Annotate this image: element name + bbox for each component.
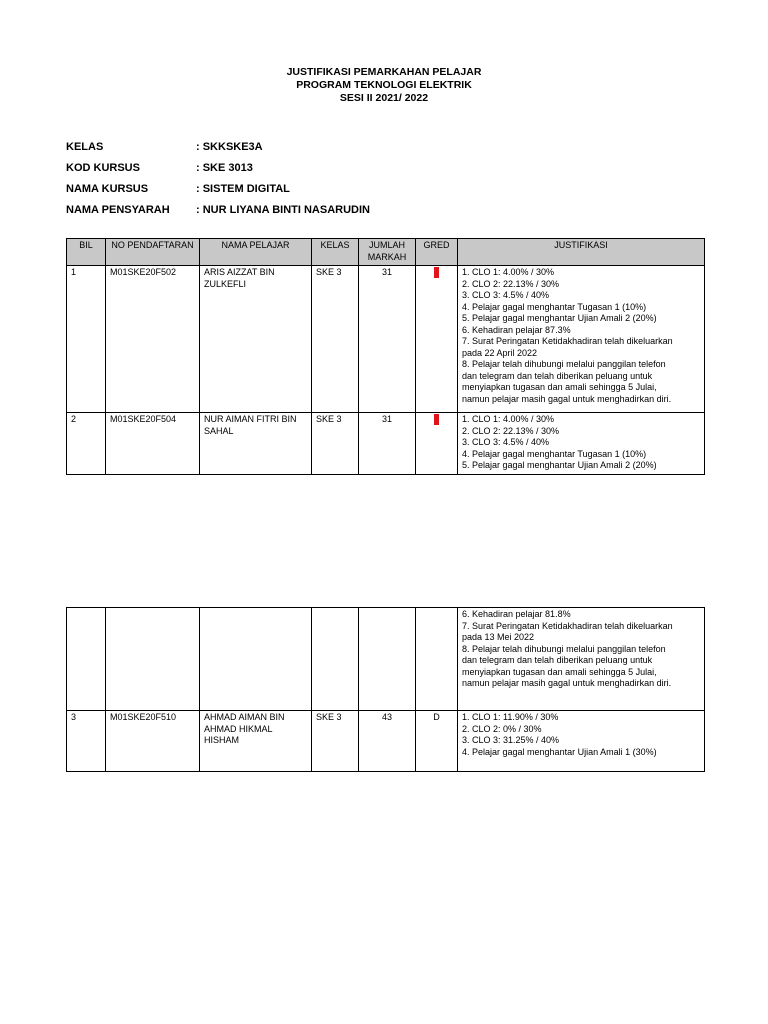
cell-no-pendaftaran: M01SKE20F504 [106, 413, 200, 475]
cell-gred: D [416, 711, 458, 772]
justifikasi-line: 5. Pelajar gagal menghantar Ujian Amali 2 (20%) [462, 460, 657, 470]
cell-jumlah-markah: 31 [359, 266, 416, 413]
justifikasi-line: 6. Kehadiran pelajar 81.8% [462, 609, 571, 619]
cell-bil [67, 608, 106, 711]
justifikasi-line: 4. Pelajar gagal menghantar Ujian Amali 1 (30%) [462, 746, 657, 757]
cell-justifikasi [458, 413, 705, 475]
justifikasi-line: 7. Surat Peringatan Ketidakhadiran telah dikeluarkan [462, 336, 673, 346]
grade-mark [434, 414, 439, 425]
justifikasi-line: menyiapkan tugasan dan amali sehingga 5 Julai, [462, 666, 657, 677]
info-value: : SKKSKE3A [196, 141, 263, 153]
marks-table [66, 238, 705, 475]
cell-justifikasi [458, 266, 705, 413]
document-title [0, 66, 768, 105]
justifikasi-line: pada 22 April 2022 [462, 347, 538, 358]
cell-gred [416, 608, 458, 711]
justifikasi-line: 8. Pelajar telah dihubungi melalui panggilan telefon [462, 359, 666, 369]
justifikasi-line: dan telegram dan telah diberikan peluang untuk [462, 655, 653, 665]
info-label: NAMA PENSYARAH [66, 204, 170, 216]
justifikasi-line: dan telegram dan telah diberikan peluang untuk [462, 370, 653, 381]
justifikasi-line: menyiapkan tugasan dan amali sehingga 5 Julai, [462, 382, 657, 392]
justifikasi-line: 4. Pelajar gagal menghantar Tugasan 1 (10%) [462, 448, 647, 459]
justifikasi-line: 5. Pelajar gagal menghantar Ujian Amali 2 (20%) [462, 313, 657, 323]
justifikasi-line: pada 13 Mei 2022 [462, 632, 535, 642]
info-label: KOD KURSUS [66, 162, 140, 174]
info-label: NAMA KURSUS [66, 183, 149, 195]
table-row [67, 608, 705, 711]
cell-bil: 2 [67, 413, 106, 475]
col-header-nama-pelajar: NAMA PELAJAR [200, 239, 312, 266]
info-value: : NUR LIYANA BINTI NASARUDIN [196, 204, 370, 216]
justifikasi-line: 2. CLO 2: 22.13% / 30% [462, 425, 560, 436]
justifikasi-line: 3. CLO 3: 31.25% / 40% [462, 735, 560, 745]
cell-nama-pelajar: AHMAD AIMAN BIN AHMAD HIKMAL HISHAM [200, 711, 312, 772]
justifikasi-line: 1. CLO 1: 4.00% / 30% [462, 267, 555, 277]
cell-nama-pelajar [200, 608, 312, 711]
justifikasi-line: 6. Kehadiran pelajar 87.3% [462, 324, 571, 335]
cell-jumlah-markah: 31 [359, 413, 416, 475]
col-header-gred: GRED [416, 239, 458, 266]
cell-jumlah-markah [359, 608, 416, 711]
cell-bil: 3 [67, 711, 106, 772]
marks-table-continued [66, 607, 705, 772]
title-line-3: SESI II 2021/ 2022 [339, 92, 429, 104]
justifikasi-line: namun pelajar masih gagal untuk menghadirkan diri. [462, 678, 672, 688]
table-row [67, 711, 705, 772]
title-line-1: JUSTIFIKASI PEMARKAHAN PELAJAR [286, 66, 482, 78]
cell-gred [416, 266, 458, 413]
title-line-2: PROGRAM TEKNOLOGI ELEKTRIK [296, 79, 472, 91]
info-value: : SKE 3013 [196, 162, 253, 174]
justifikasi-line: 8. Pelajar telah dihubungi melalui panggilan telefon [462, 643, 666, 654]
justifikasi-line: 4. Pelajar gagal menghantar Tugasan 1 (10%) [462, 301, 647, 312]
cell-justifikasi [458, 711, 705, 772]
col-header-no-pendaftaran: NO PENDAFTARAN [106, 239, 200, 266]
course-info [66, 140, 370, 224]
col-header-kelas: KELAS [312, 239, 359, 266]
info-row-nama-kursus [66, 182, 370, 203]
info-row-kod-kursus [66, 161, 370, 182]
justifikasi-line: 3. CLO 3: 4.5% / 40% [462, 290, 550, 300]
info-label: KELAS [66, 141, 104, 153]
justifikasi-line: 7. Surat Peringatan Ketidakhadiran telah dikeluarkan [462, 620, 673, 631]
justifikasi-line: 1. CLO 1: 4.00% / 30% [462, 414, 555, 424]
cell-no-pendaftaran: M01SKE20F510 [106, 711, 200, 772]
cell-bil: 1 [67, 266, 106, 413]
col-header-bil: BIL [67, 239, 106, 266]
cell-kelas: SKE 3 [312, 413, 359, 475]
justifikasi-line: namun pelajar masih gagal untuk menghadirkan diri. [462, 393, 672, 404]
table-row [67, 413, 705, 475]
cell-jumlah-markah: 43 [359, 711, 416, 772]
info-row-kelas [66, 140, 370, 161]
info-row-nama-pensyarah [66, 203, 370, 224]
col-header-justifikasi: JUSTIFIKASI [458, 239, 705, 266]
cell-kelas [312, 608, 359, 711]
justifikasi-line: 3. CLO 3: 4.5% / 40% [462, 437, 550, 447]
grade-mark [434, 267, 439, 278]
cell-justifikasi [458, 608, 705, 711]
cell-nama-pelajar: NUR AIMAN FITRI BIN SAHAL [200, 413, 312, 475]
cell-no-pendaftaran: M01SKE20F502 [106, 266, 200, 413]
cell-no-pendaftaran [106, 608, 200, 711]
justifikasi-line: 2. CLO 2: 22.13% / 30% [462, 278, 560, 289]
justifikasi-line: 2. CLO 2: 0% / 30% [462, 723, 542, 734]
cell-nama-pelajar: ARIS AIZZAT BIN ZULKEFLI [200, 266, 312, 413]
cell-kelas: SKE 3 [312, 711, 359, 772]
cell-gred [416, 413, 458, 475]
col-header-jumlah-markah: JUMLAH MARKAH [359, 239, 416, 266]
table-row [67, 266, 705, 413]
table-header-row [67, 239, 705, 266]
info-value: : SISTEM DIGITAL [196, 183, 290, 195]
cell-kelas: SKE 3 [312, 266, 359, 413]
justifikasi-line: 1. CLO 1: 11.90% / 30% [462, 712, 559, 722]
